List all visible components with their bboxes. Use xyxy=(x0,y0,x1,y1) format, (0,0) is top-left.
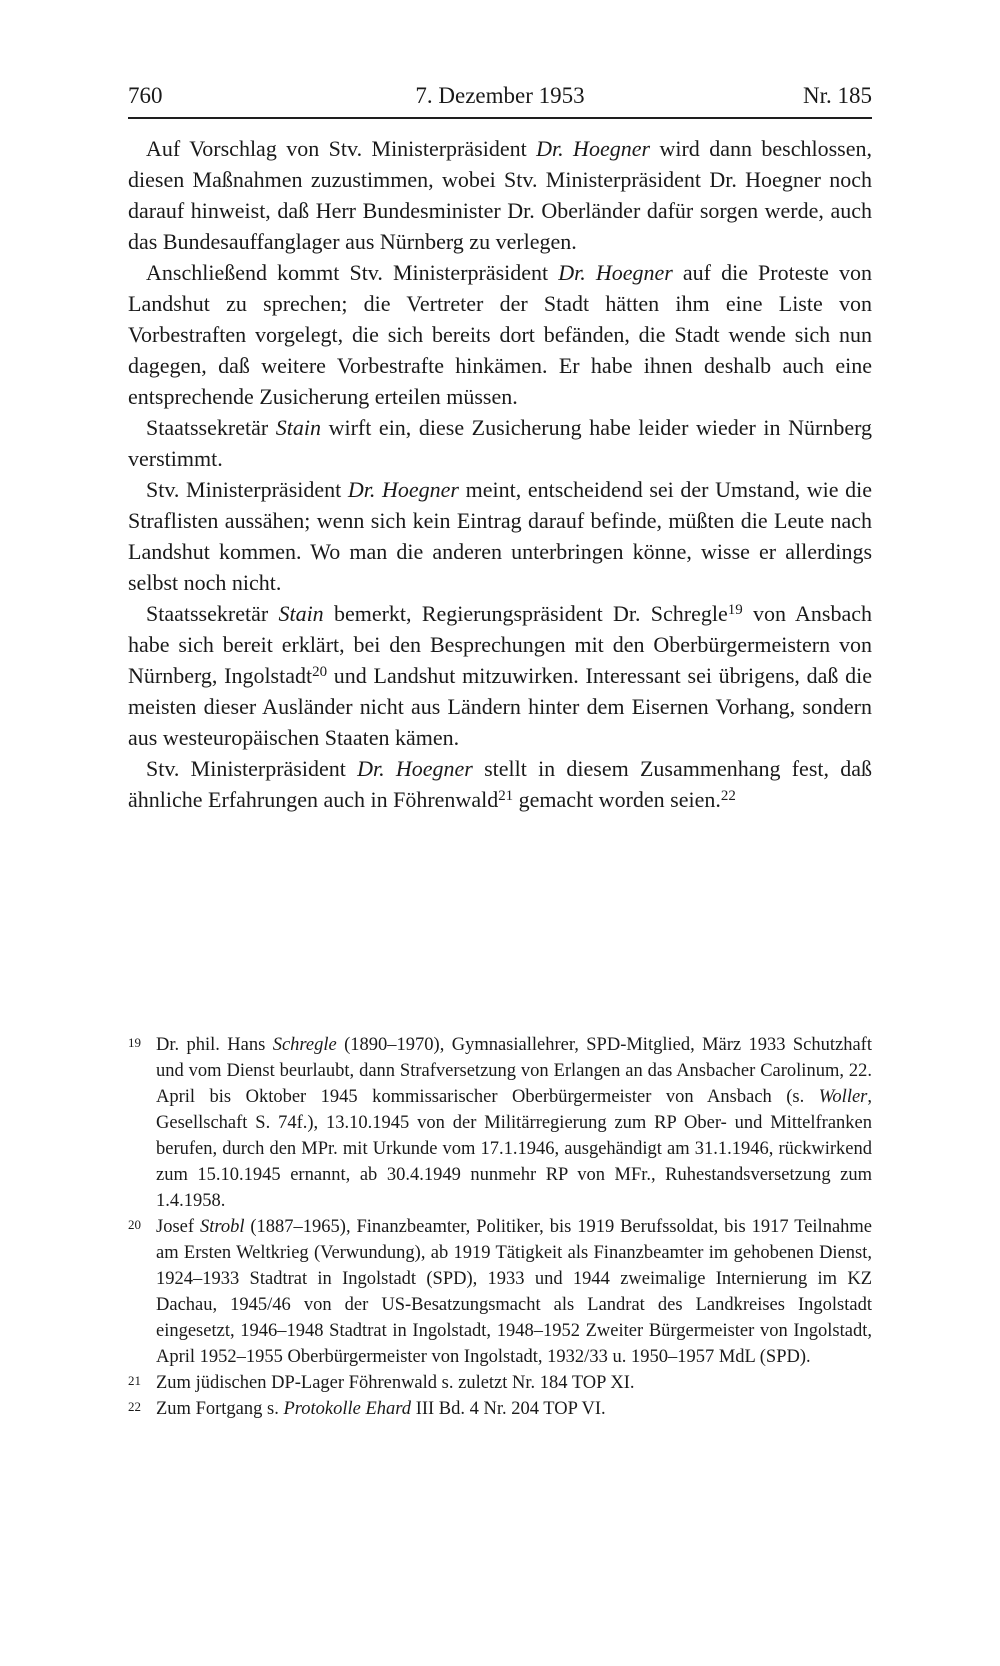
footnotes-section xyxy=(128,1032,872,1422)
footnote-text-19: Dr. phil. Hans Schregle (1890–1970), Gymnasiallehrer, SPD-Mitglied, März 1933 Schutzhaft und vom Dienst beurlaubt, dann Strafversetzung von Erlangen an das Ansbacher Carolinum, 22. April bis Oktober 1945 kommissarischer Oberbürgermeister von Ansbach (s. Woller, Gesellschaft S. 74f.), 13.10.1945 von der Militärregierung zum RP Ober- und Mittelfranken berufen, durch den MPr. mit Urkunde vom 17.1.1946, ausgehändigt am 31.1.1946, rückwirkend zum 15.10.1945 ernannt, ab 30.4.1949 nunmehr RP von MFr., Ruhestandsversetzung zum 1.4.1958. xyxy=(156,1035,872,1211)
footnote-20 xyxy=(128,1214,872,1370)
body-text xyxy=(128,133,872,815)
footnote-22 xyxy=(128,1396,872,1422)
paragraph-2: Anschließend kommt Stv. Ministerpräsident Dr. Hoegner auf die Proteste von Landshut zu sprechen; die Vertreter der Stadt hätten ihm eine Liste von Vorbestraften vorgelegt, die sich bereits dort befänden, die Stadt wende sich nun dagegen, daß weitere Vorbestrafte hinkämen. Er habe ihnen deshalb auch eine entsprechende Zusicherung erteilen müssen. xyxy=(128,260,872,409)
header-rule xyxy=(128,117,872,119)
page-header xyxy=(128,82,872,110)
footnote-21 xyxy=(128,1370,872,1396)
footnote-marker-22: 22 xyxy=(128,1399,141,1414)
footnote-marker-21: 21 xyxy=(128,1373,141,1388)
paragraph-5: Staatssekretär Stain bemerkt, Regierungspräsident Dr. Schregle$^{19}$ von Ansbach habe sich bereit erklärt, bei den Besprechungen mit den Oberbürgermeistern von Nürnberg, Ingolstadt$^{20}$ und Landshut mitzuwirken. Interessant sei übrigens, daß die meisten dieser Ausländer nicht aus Ländern hinter dem Eisernen Vorhang, sondern aus westeuropäischen Staaten kämen. xyxy=(128,601,872,750)
paragraph-3: Staatssekretär Stain wirft ein, diese Zusicherung habe leider wieder in Nürnberg verstimmt. xyxy=(128,415,873,471)
footnote-text-21: Zum jüdischen DP-Lager Föhrenwald s. zuletzt Nr. 184 TOP XI. xyxy=(156,1373,635,1393)
footnote-19 xyxy=(128,1032,872,1214)
paragraph-4: Stv. Ministerpräsident Dr. Hoegner meint, entscheidend sei der Umstand, wie die Straflisten aussähen; wenn sich kein Eintrag darauf befinde, müßten die Leute nach Landshut kommen. Wo man die anderen unterbringen könne, wisse er allerdings selbst noch nicht. xyxy=(128,477,872,595)
footnote-marker-20: 20 xyxy=(128,1217,141,1232)
footnote-text-22: Zum Fortgang s. Protokolle Ehard III Bd. 4 Nr. 204 TOP VI. xyxy=(156,1399,606,1419)
footnote-text-20: Josef Strobl (1887–1965), Finanzbeamter, Politiker, bis 1919 Berufssoldat, bis 1917 Teilnahme am Ersten Weltkrieg (Verwundung), ab 1919 Tätigkeit als Finanzbeamter im gehobenen Dienst, 1924–1933 Stadtrat in Ingolstadt (SPD), 1933 und 1944 zweimalige Internierung im KZ Dachau, 1945/46 von der US-Besatzungsmacht als Landrat des Landkreises Ingolstadt eingesetzt, 1946–1948 Stadtrat in Ingolstadt, 1948–1952 Zweiter Bürgermeister von Ingolstadt, April 1952–1955 Oberbürgermeister von Ingolstadt, 1932/33 u. 1950–1957 MdL (SPD). xyxy=(156,1217,873,1367)
paragraph-6: Stv. Ministerpräsident Dr. Hoegner stellt in diesem Zusammenhang fest, daß ähnliche Erfahrungen auch in Föhrenwald$^{21}$ gemacht worden seien.$^{22}$ xyxy=(128,756,872,812)
footnote-marker-19: 19 xyxy=(128,1035,141,1050)
header-date: 7. Dezember 1953 xyxy=(415,83,585,108)
page-number: 760 xyxy=(128,83,163,108)
header-doc-number: Nr. 185 xyxy=(803,83,872,108)
paragraph-1: Auf Vorschlag von Stv. Ministerpräsident Dr. Hoegner wird dann beschlossen, diesen Maßnahmen zuzustimmen, wobei Stv. Ministerpräsident Dr. Hoegner noch darauf hinweist, daß Herr Bundesminister Dr. Oberländer dafür sorgen werde, auch das Bundesauffanglager aus Nürnberg zu verlegen. xyxy=(128,136,872,254)
